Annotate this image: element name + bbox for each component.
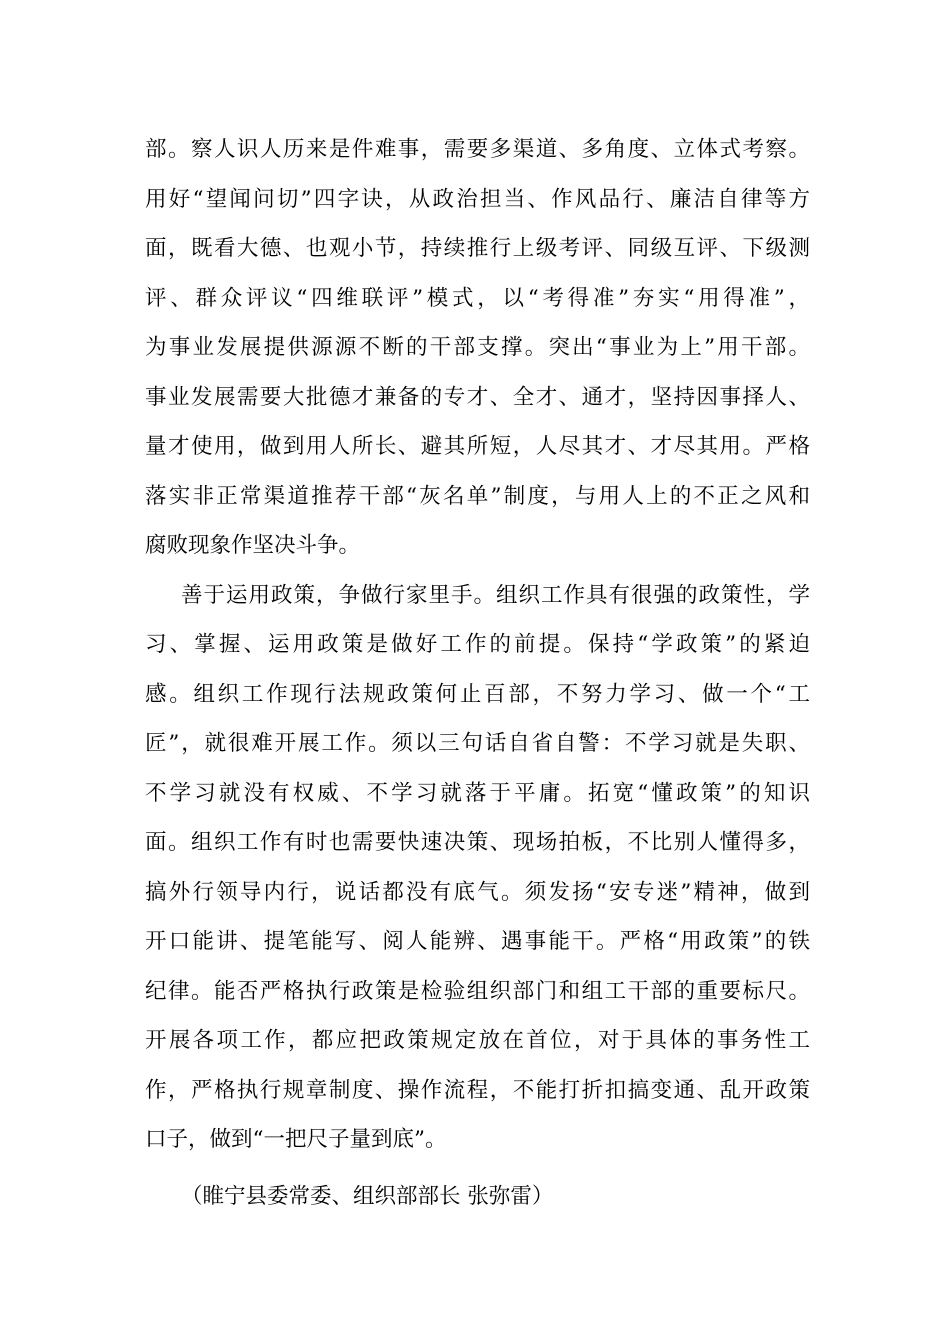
paragraph-1-line: 为事业发展提供源源不断的干部支撑。突出“事业为上”用干部。	[145, 335, 810, 360]
author-signature: （睢宁县委常委、组织部部长 张弥雷）	[181, 1184, 554, 1209]
paragraph-2-line: 匠”，就很难开展工作。须以三句话自省自警：不学习就是失职、	[145, 731, 810, 756]
paragraph-1-line: 用好“望闻问切”四字诀，从政治担当、作风品行、廉洁自律等方	[145, 186, 810, 212]
paragraph-1-line: 量才使用，做到用人所长、避其所短，人尽其才、才尽其用。严格	[145, 434, 810, 459]
paragraph-2-line: 纪律。能否严格执行政策是检验组织部门和组工干部的重要标尺。	[145, 978, 810, 1004]
paragraph-2-line: 习、掌握、运用政策是做好工作的前提。保持“学政策”的紧迫	[145, 632, 810, 657]
paragraph-2-line: 作，严格执行规章制度、操作流程，不能打折扣搞变通、乱开政策	[145, 1077, 810, 1103]
document-body	[145, 125, 810, 1165]
paragraph-1-line: 面，既看大德、也观小节，持续推行上级考评、同级互评、下级测	[145, 236, 810, 261]
paragraph-2-line: 搞外行领导内行，说话都没有底气。须发扬“安专迷”精神，做到	[145, 879, 810, 905]
paragraph-1-last-line: 腐败现象作坚决斗争。	[145, 533, 361, 558]
paragraph-1-line: 事业发展需要大批德才兼备的专才、全才、通才，坚持因事择人、	[145, 384, 810, 410]
paragraph-1-line: 落实非正常渠道推荐干部“灰名单”制度，与用人上的不正之风和	[145, 483, 810, 509]
paragraph-2-line: 面。组织工作有时也需要快速决策、现场拍板，不比别人懂得多，	[145, 830, 810, 855]
paragraph-2-first-line: 善于运用政策，争做行家里手。组织工作具有很强的政策性，学	[181, 582, 810, 608]
paragraph-2-last-line: 口子，做到“一把尺子量到底”。	[145, 1127, 447, 1152]
paragraph-2-line: 感。组织工作现行法规政策何止百部，不努力学习、做一个“工	[145, 681, 810, 707]
paragraph-2-line: 不学习就没有权威、不学习就落于平庸。拓宽“懂政策”的知识	[145, 780, 810, 806]
paragraph-2-line: 开展各项工作，都应把政策规定放在首位，对于具体的事务性工	[145, 1028, 810, 1053]
paragraph-2-line: 开口能讲、提笔能写、阅人能辨、遇事能干。严格“用政策”的铁	[145, 929, 810, 954]
paragraph-1-line: 评、群众评议“四维联评”模式，以“考得准”夯实“用得准”，	[145, 285, 810, 311]
paragraph-1-line: 部。察人识人历来是件难事，需要多渠道、多角度、立体式考察。	[145, 137, 810, 162]
